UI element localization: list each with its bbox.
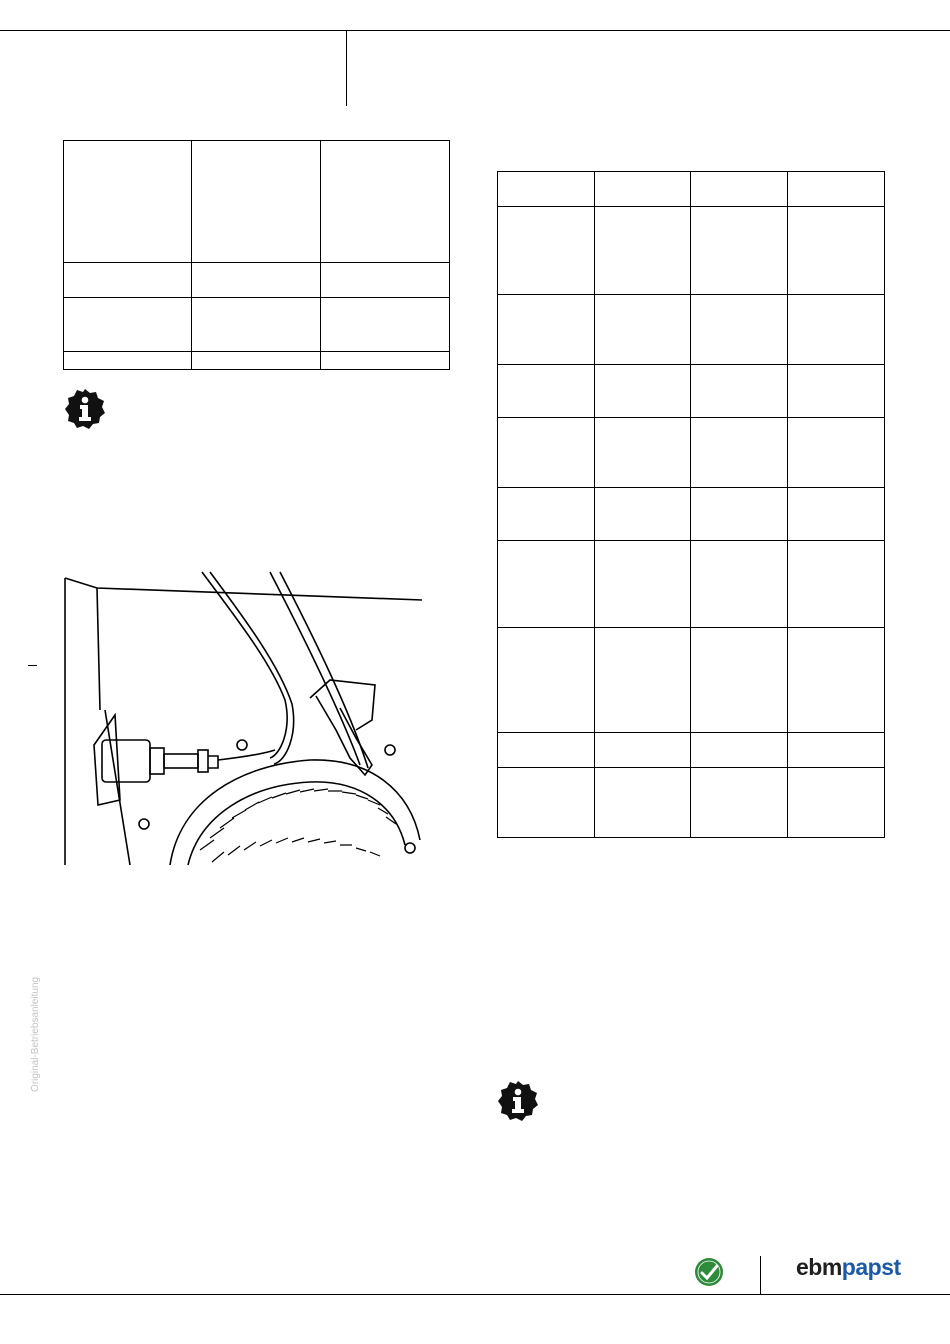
header-divider bbox=[346, 30, 347, 106]
table-row bbox=[64, 263, 450, 298]
table-row bbox=[498, 541, 885, 628]
table-row bbox=[498, 207, 885, 295]
left-table bbox=[63, 140, 450, 370]
table-row bbox=[498, 418, 885, 488]
header-rule bbox=[0, 30, 950, 31]
brand-part2: papst bbox=[841, 1254, 901, 1280]
greentech-check-icon bbox=[694, 1257, 724, 1287]
brand-part1: ebm bbox=[796, 1254, 842, 1280]
ebmpapst-logo bbox=[796, 1254, 901, 1281]
footer-divider bbox=[760, 1256, 761, 1294]
fan-motor-illustration bbox=[60, 570, 430, 865]
table-row bbox=[498, 172, 885, 207]
footer-rule bbox=[0, 1294, 950, 1295]
table-row bbox=[498, 768, 885, 838]
table-row bbox=[498, 488, 885, 541]
table-row bbox=[498, 295, 885, 365]
table-row bbox=[64, 352, 450, 370]
info-icon bbox=[64, 388, 106, 430]
right-table bbox=[497, 171, 885, 838]
table-row bbox=[64, 298, 450, 352]
table-row bbox=[498, 365, 885, 418]
margin-mark bbox=[28, 665, 37, 666]
info-icon bbox=[497, 1080, 539, 1122]
table-row bbox=[498, 733, 885, 768]
table-row bbox=[64, 141, 450, 263]
sidebar-label: Original-Betriebsanleitung bbox=[30, 976, 41, 1092]
table-row bbox=[498, 628, 885, 733]
